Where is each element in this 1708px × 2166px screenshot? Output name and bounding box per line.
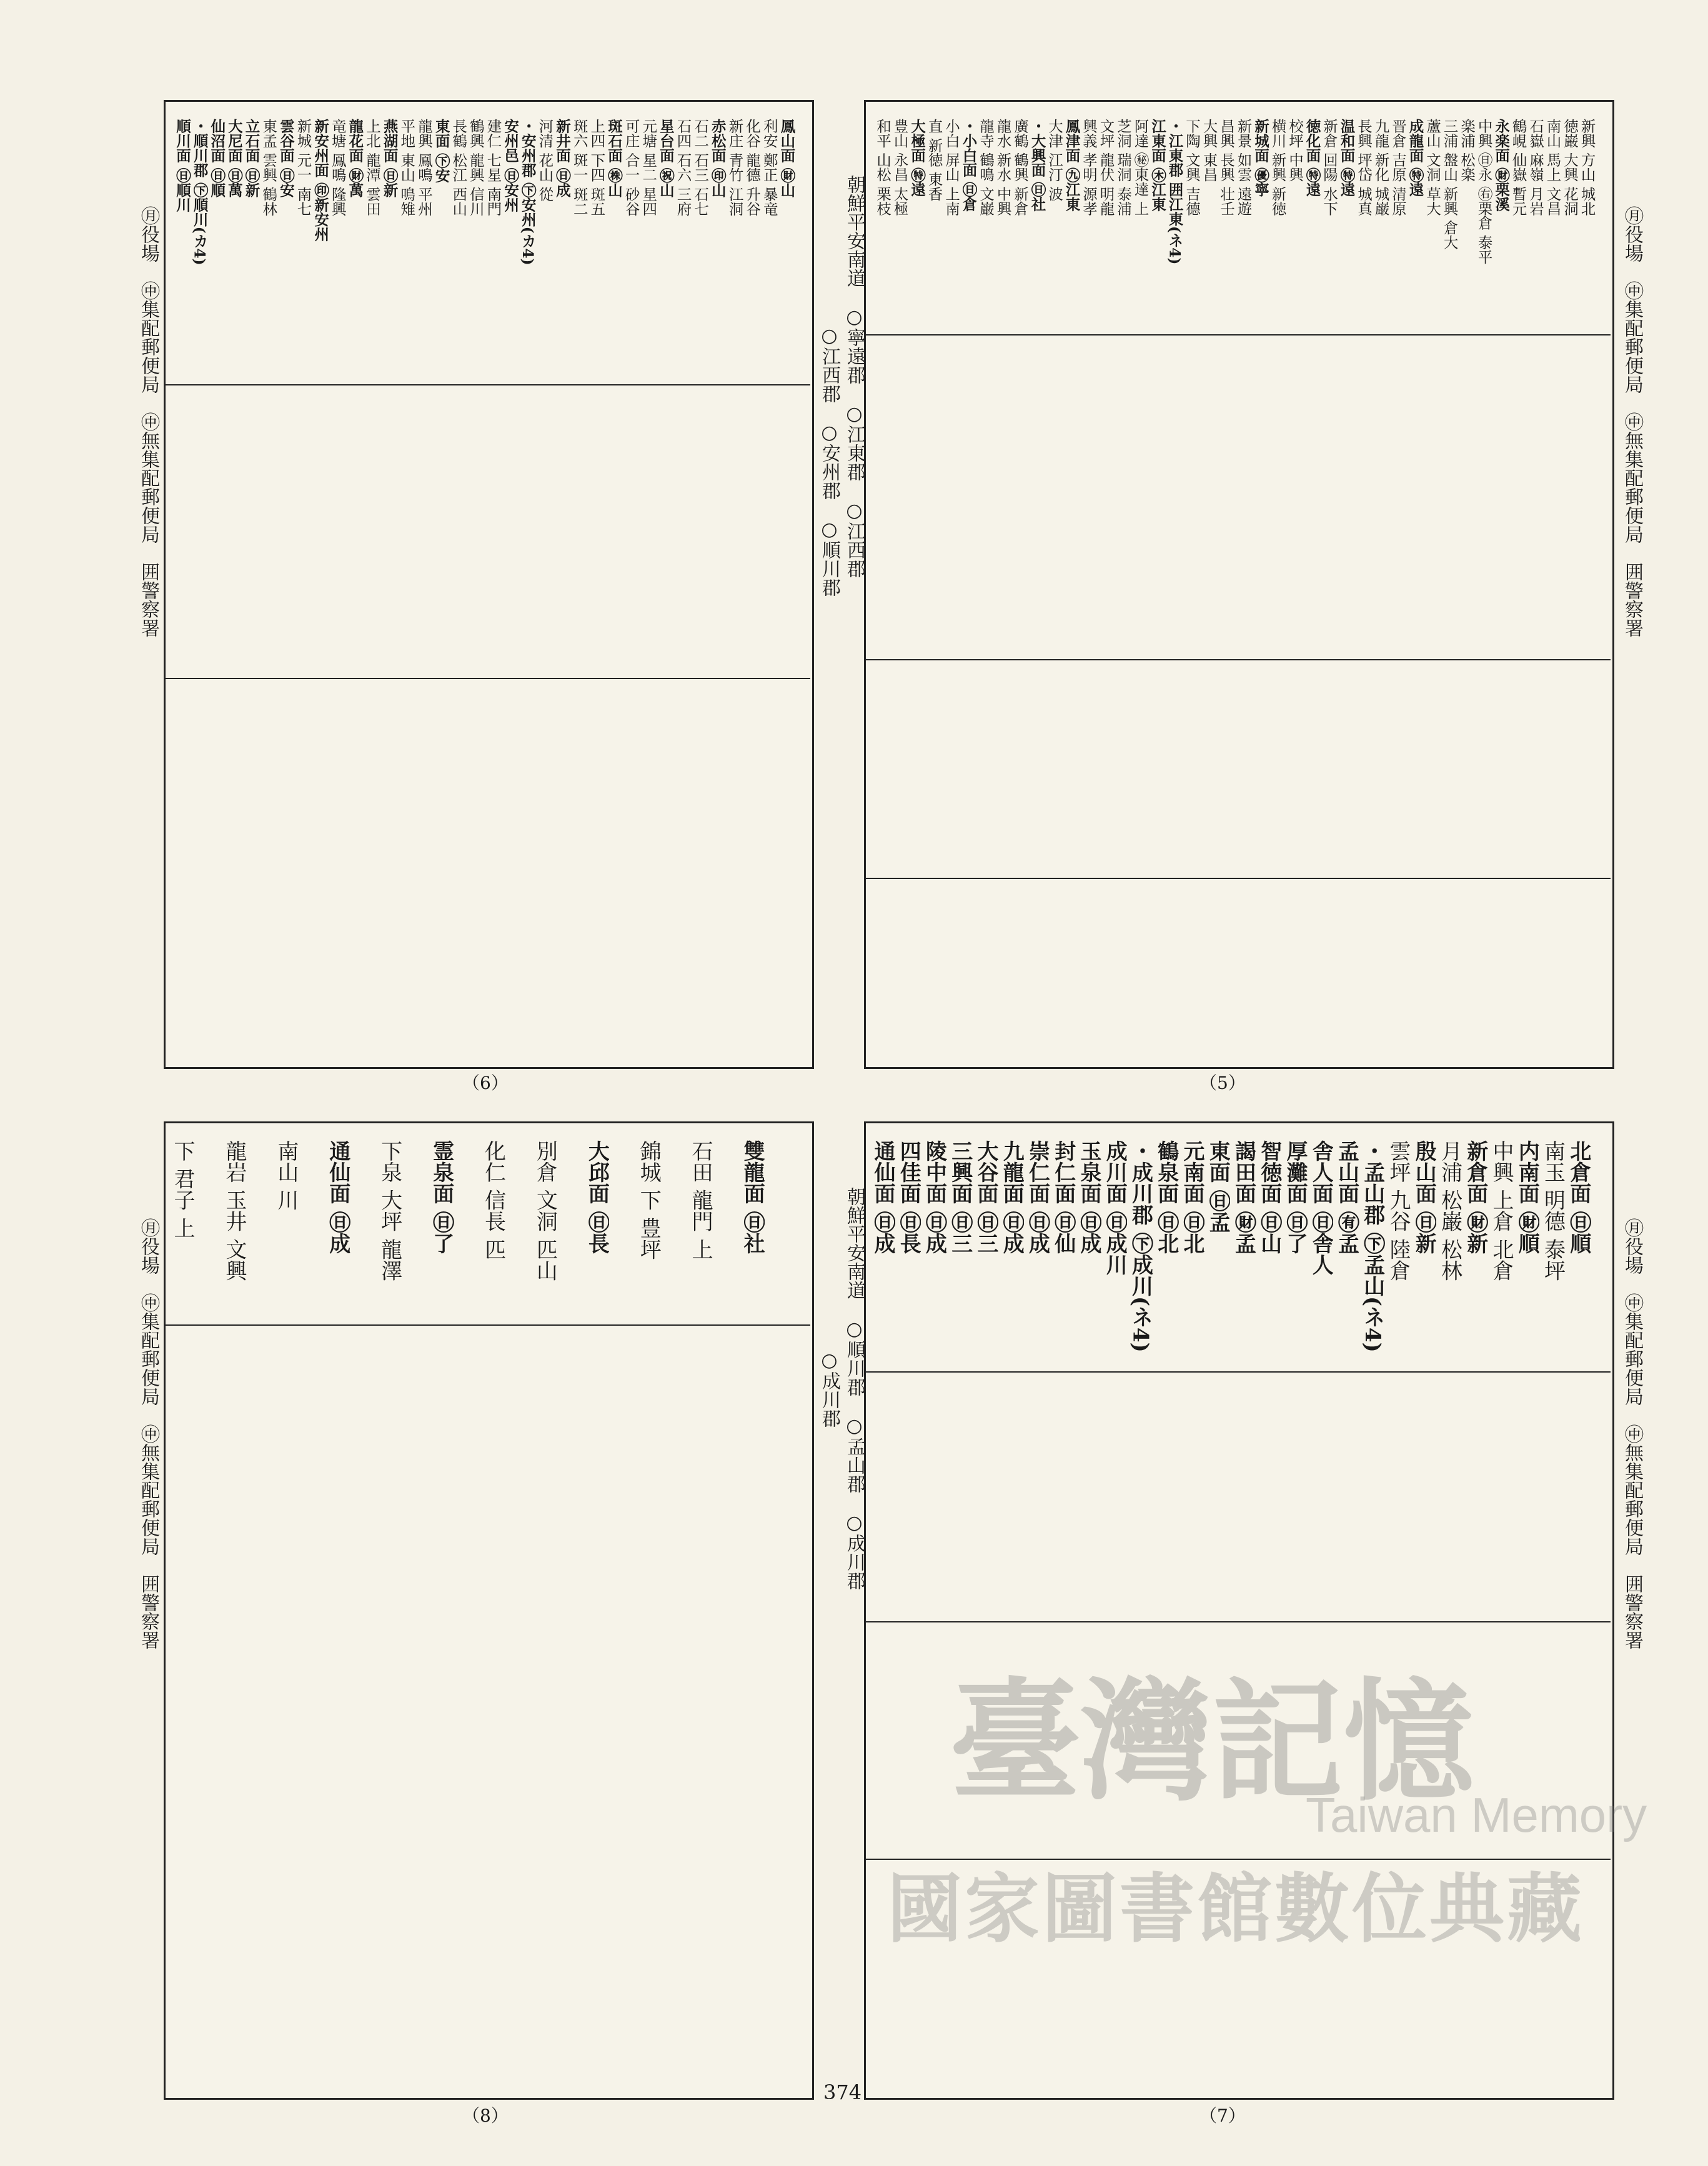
entry-column: 別倉 文洞 匹山 [532, 1140, 558, 1281]
entry-column: 雲谷面 ㊐安 [277, 119, 295, 197]
entry-column: 龍水 新水 中興 [994, 119, 1012, 216]
entry-column: 東孟 雲興 鶴林 [260, 119, 278, 216]
legend-center-lower: ㊊役場 ㊥集配郵便局 ㊥無集配郵便局 囲警察署 [1621, 1218, 1643, 1649]
entry-column: 通仙面 ㊐成 [870, 1140, 895, 1254]
entry-column: ・成川郡 ㊦成川(ネ4) [1128, 1140, 1153, 1353]
entry-column: 龍花面 ㊖萬 [346, 119, 364, 197]
entry-column: 下 君子 上 [170, 1140, 195, 1239]
entry-column: 仙沼面 ㊐順 [208, 119, 226, 197]
entry-column: 内南面 ㊖順 [1514, 1140, 1540, 1254]
entry-column: 新興 方山 城北 [1578, 119, 1596, 216]
entry-column: 元南面 ㊐北 [1179, 1140, 1204, 1254]
entry-column: 大邱面 ㊐長 [584, 1140, 610, 1254]
entry-column: 江東面 ㊍江東 [1149, 119, 1166, 212]
entry-column: 建仁 七星 南門 [484, 119, 502, 216]
legend-left-lower: ㊊役場 ㊥集配郵便局 ㊥無集配郵便局 囲警察署 [137, 1218, 159, 1649]
entry-column: 封仁面 ㊐仙 [1050, 1140, 1076, 1254]
entry-column: 校坪 中興 [1286, 119, 1304, 182]
entry-column: 北倉面 ㊐順 [1566, 1140, 1591, 1254]
entry-column: 燕湖面 ㊐新 [380, 119, 399, 197]
legend-left-upper: ㊊役場 ㊥集配郵便局 ㊥無集配郵便局 囲警察署 [137, 206, 159, 637]
entry-column: 昌興 長興 壮壬 [1218, 119, 1235, 216]
entry-column: 霊泉面 ㊐了 [429, 1140, 454, 1254]
entry-column: 上北 龍潭 雲田 [364, 119, 382, 216]
entry-column: 鳳津面 ㊈江東 [1063, 119, 1081, 212]
entry-column: 徳化面 ㊕遠 [1303, 119, 1321, 197]
entry-column: 大尼面 ㊐萬 [225, 119, 243, 197]
entry-column: ・順川郡 ㊦順川(カ4) [191, 119, 209, 266]
entry-column: 阿達 ㊙東達 上 [1131, 119, 1149, 216]
entry-column: 楽浦 松楽 [1458, 119, 1476, 182]
entry-column: 新安州面 ㊞新安州 [312, 119, 330, 242]
entry-column: 新景 如雲 遠遊 [1234, 119, 1253, 216]
entry-column: 芝洞 瑞洞 泰浦 [1115, 119, 1132, 216]
entry-column: 晋倉 吉原 清原 [1389, 119, 1407, 216]
entry-column: 孟山面 ㊒孟 [1334, 1140, 1359, 1254]
entry-column: 新倉面 ㊖新 [1462, 1140, 1488, 1254]
gutter-upper-b: ○江西郡 ○安州郡 ○順川郡 [818, 325, 840, 597]
entry-column: 化仁 信長 匹 [480, 1140, 506, 1260]
entry-column: 三興面 ㊐三 [947, 1140, 973, 1254]
entry-column: 崇仁面 ㊐成 [1025, 1140, 1050, 1254]
entry-column: 謁田面 ㊖孟 [1231, 1140, 1256, 1254]
entry-column: 石田 龍門 上 [688, 1140, 713, 1260]
entry-column: 廣鶴 鶴興 新倉 [1011, 119, 1029, 216]
entry-column: 大興 東昌 [1200, 119, 1218, 182]
entry-column: 三浦 盤山 新興 倉大 [1441, 119, 1459, 250]
entry-column: 斑石面 ㊑山 [605, 119, 623, 197]
entry-column: 中興 ㊐永 ㊨栗倉 泰平 [1475, 119, 1493, 264]
entry-column: 文坪 龍伏 明龍 [1097, 119, 1115, 216]
entry-column: 下泉 大坪 龍澤 [377, 1140, 402, 1281]
entry-column: 順川面 ㊐順川 [174, 119, 191, 212]
entry-column: 四佳面 ㊐長 [896, 1140, 921, 1254]
entry-column: 蘆山 文洞 草大 [1424, 119, 1441, 216]
entry-column: 上四 下四 斑五 [588, 119, 606, 216]
entry-column: ・大興面 ㊐社 [1028, 119, 1046, 212]
entry-column: 陵中面 ㊐成 [921, 1140, 947, 1254]
entry-column: 小白 屏山 上南 [943, 119, 960, 216]
panel-number-5: （5） [1199, 1073, 1246, 1093]
entry-column: 舎人面 ㊐舎人 [1308, 1140, 1334, 1275]
entry-column: 平地 東山 鳴雉 [398, 119, 416, 216]
entry-column: 龍興 鳳鳴 平州 [415, 119, 433, 216]
entry-column: 元塘 星二 星四 [640, 119, 658, 216]
entry-column: 雲坪 九谷 陸倉 [1386, 1140, 1411, 1281]
entry-column: 玉泉面 ㊐成 [1076, 1140, 1101, 1254]
entry-column: 新井面 ㊐成 [554, 119, 572, 197]
entry-column: 和平 山松 栗枝 [874, 119, 891, 216]
entry-column: 通仙面 ㊐成 [325, 1140, 350, 1254]
entry-column: 成龍面 ㊕遠 [1406, 119, 1424, 197]
gutter-lower-a: 朝鮮平安南道 ○順川郡 ○孟山郡 ○成川郡 [843, 1187, 865, 1590]
entry-column: 豊山 永昌 太極 [891, 119, 909, 216]
gutter-upper-a: 朝鮮平安南道 ○寧遠郡 ○江東郡 ○江西郡 [843, 175, 865, 578]
entry-column: 大津 江汀 波 [1046, 119, 1063, 201]
entry-column: 興義 孝明 源孝 [1080, 119, 1098, 216]
watermark-sub: 國家圖書館數位典藏 [887, 1865, 1584, 1953]
entry-column: ・安州郡 ㊦安州(カ4) [519, 119, 537, 266]
entry-column: 龍岩 玉井 文興 [221, 1140, 247, 1281]
entry-column: 安州邑 ㊐安州 [502, 119, 520, 212]
entry-column: 鶴泉面 ㊐北 [1153, 1140, 1179, 1254]
entry-column: 龍寺 鶴鳴 文巌 [977, 119, 995, 216]
entry-column: 東面 ㊐孟 [1205, 1140, 1231, 1233]
entry-column: 月浦 松巌 松林 [1437, 1140, 1462, 1281]
entry-column: 大極面 ㊕遠 [908, 119, 926, 197]
entry-column: 大谷面 ㊐三 [973, 1140, 998, 1254]
entry-column: 下陶 文興 吉德 [1183, 119, 1201, 216]
entry-column: 南山 川 [273, 1140, 299, 1211]
entry-column: 化谷 龍德 升谷 [743, 119, 762, 216]
entry-column: 星台面 ㊗山 [657, 119, 675, 197]
entry-column: 長鶴 松江 西山 [450, 119, 468, 216]
rule [164, 1324, 810, 1326]
entry-column: 厚灘面 ㊐了 [1283, 1140, 1308, 1254]
entry-column: 横川 新興 新徳 [1269, 119, 1287, 216]
entry-column: 徳巌 大興 花洞 [1561, 119, 1579, 216]
entry-column: 石二 石三 石七 [692, 119, 710, 216]
watermark-latin: Taiwan Memory [1306, 1787, 1647, 1842]
entry-column: 智徳面 ㊐山 [1256, 1140, 1282, 1254]
entry-column: 河清 花山 從 [536, 119, 554, 202]
entry-column: 永楽面 ㊖栗溪 [1492, 119, 1510, 212]
panel-number-6: （6） [462, 1073, 509, 1093]
entry-column: 新倉 回陽 水下 [1321, 119, 1338, 216]
entry-column: 鶴峴 仙嶽 暫元 [1509, 119, 1527, 216]
entry-column: 温和面 ㊕遠 [1338, 119, 1356, 197]
entry-column: 立石面 ㊐新 [242, 119, 261, 197]
entry-column: 長興 坪岱 城真 [1355, 119, 1373, 216]
entry-column: 雙龍面 ㊐社 [740, 1140, 765, 1254]
entry-column: 新城面 ㊝寧 [1252, 119, 1269, 197]
entry-column: 新庄 青竹 江洞 [726, 119, 744, 216]
entry-column: ・孟山郡 ㊦孟山(ネ4) [1359, 1140, 1385, 1353]
entry-column: 斑六 斑一 斑二 [570, 119, 588, 216]
entry-column: 直 新徳 東香 [925, 119, 943, 201]
entry-column: 鶴興 龍興 信川 [467, 119, 485, 216]
entry-column: 新城 元一 南七 [294, 119, 312, 216]
entry-column: 赤松面 ㊞山 [708, 119, 727, 197]
entry-column: 南玉 明德 泰坪 [1540, 1140, 1566, 1281]
entry-column: 利安 鄭正 暴竜 [760, 119, 778, 216]
panel-number-8: （8） [462, 2105, 509, 2126]
legend-center-upper: ㊊役場 ㊥集配郵便局 ㊥無集配郵便局 囲警察署 [1621, 206, 1643, 637]
entry-column: 成川面 ㊐成川 [1102, 1140, 1128, 1275]
entry-column: 可庄 合一 砂谷 [622, 119, 640, 216]
gutter-lower-b: ○成川郡 [818, 1349, 840, 1428]
watermark-main: 臺灣記憶 [950, 1664, 1475, 1819]
entry-column: 九龍面 ㊐成 [999, 1140, 1025, 1254]
panel-number-7: （7） [1199, 2105, 1246, 2126]
page-number: 374 [823, 2080, 862, 2104]
entry-column: 九龍 新化 城巌 [1372, 119, 1390, 216]
entry-column: 石嶽 麻嶺 月岩 [1527, 119, 1544, 216]
entry-column: 中興 上倉 北倉 [1489, 1140, 1514, 1281]
entry-column: 東面 ㊦安 [432, 119, 450, 183]
entry-column: 南山 馬上 文昌 [1544, 119, 1562, 216]
entry-column: ・小白面 ㊐倉 [960, 119, 978, 212]
entry-column: ・江東郡 囲江東(ネ4) [1166, 119, 1184, 265]
entry-column: 殷山面 ㊐新 [1411, 1140, 1437, 1254]
entry-column: 竜塘 鳳鳴 隆興 [329, 119, 347, 216]
entry-column: 錦城 下 豊坪 [636, 1140, 662, 1260]
entry-column: 石四 石六 三府 [674, 119, 692, 216]
entry-column: 鳳山面 ㊖山 [778, 119, 796, 197]
